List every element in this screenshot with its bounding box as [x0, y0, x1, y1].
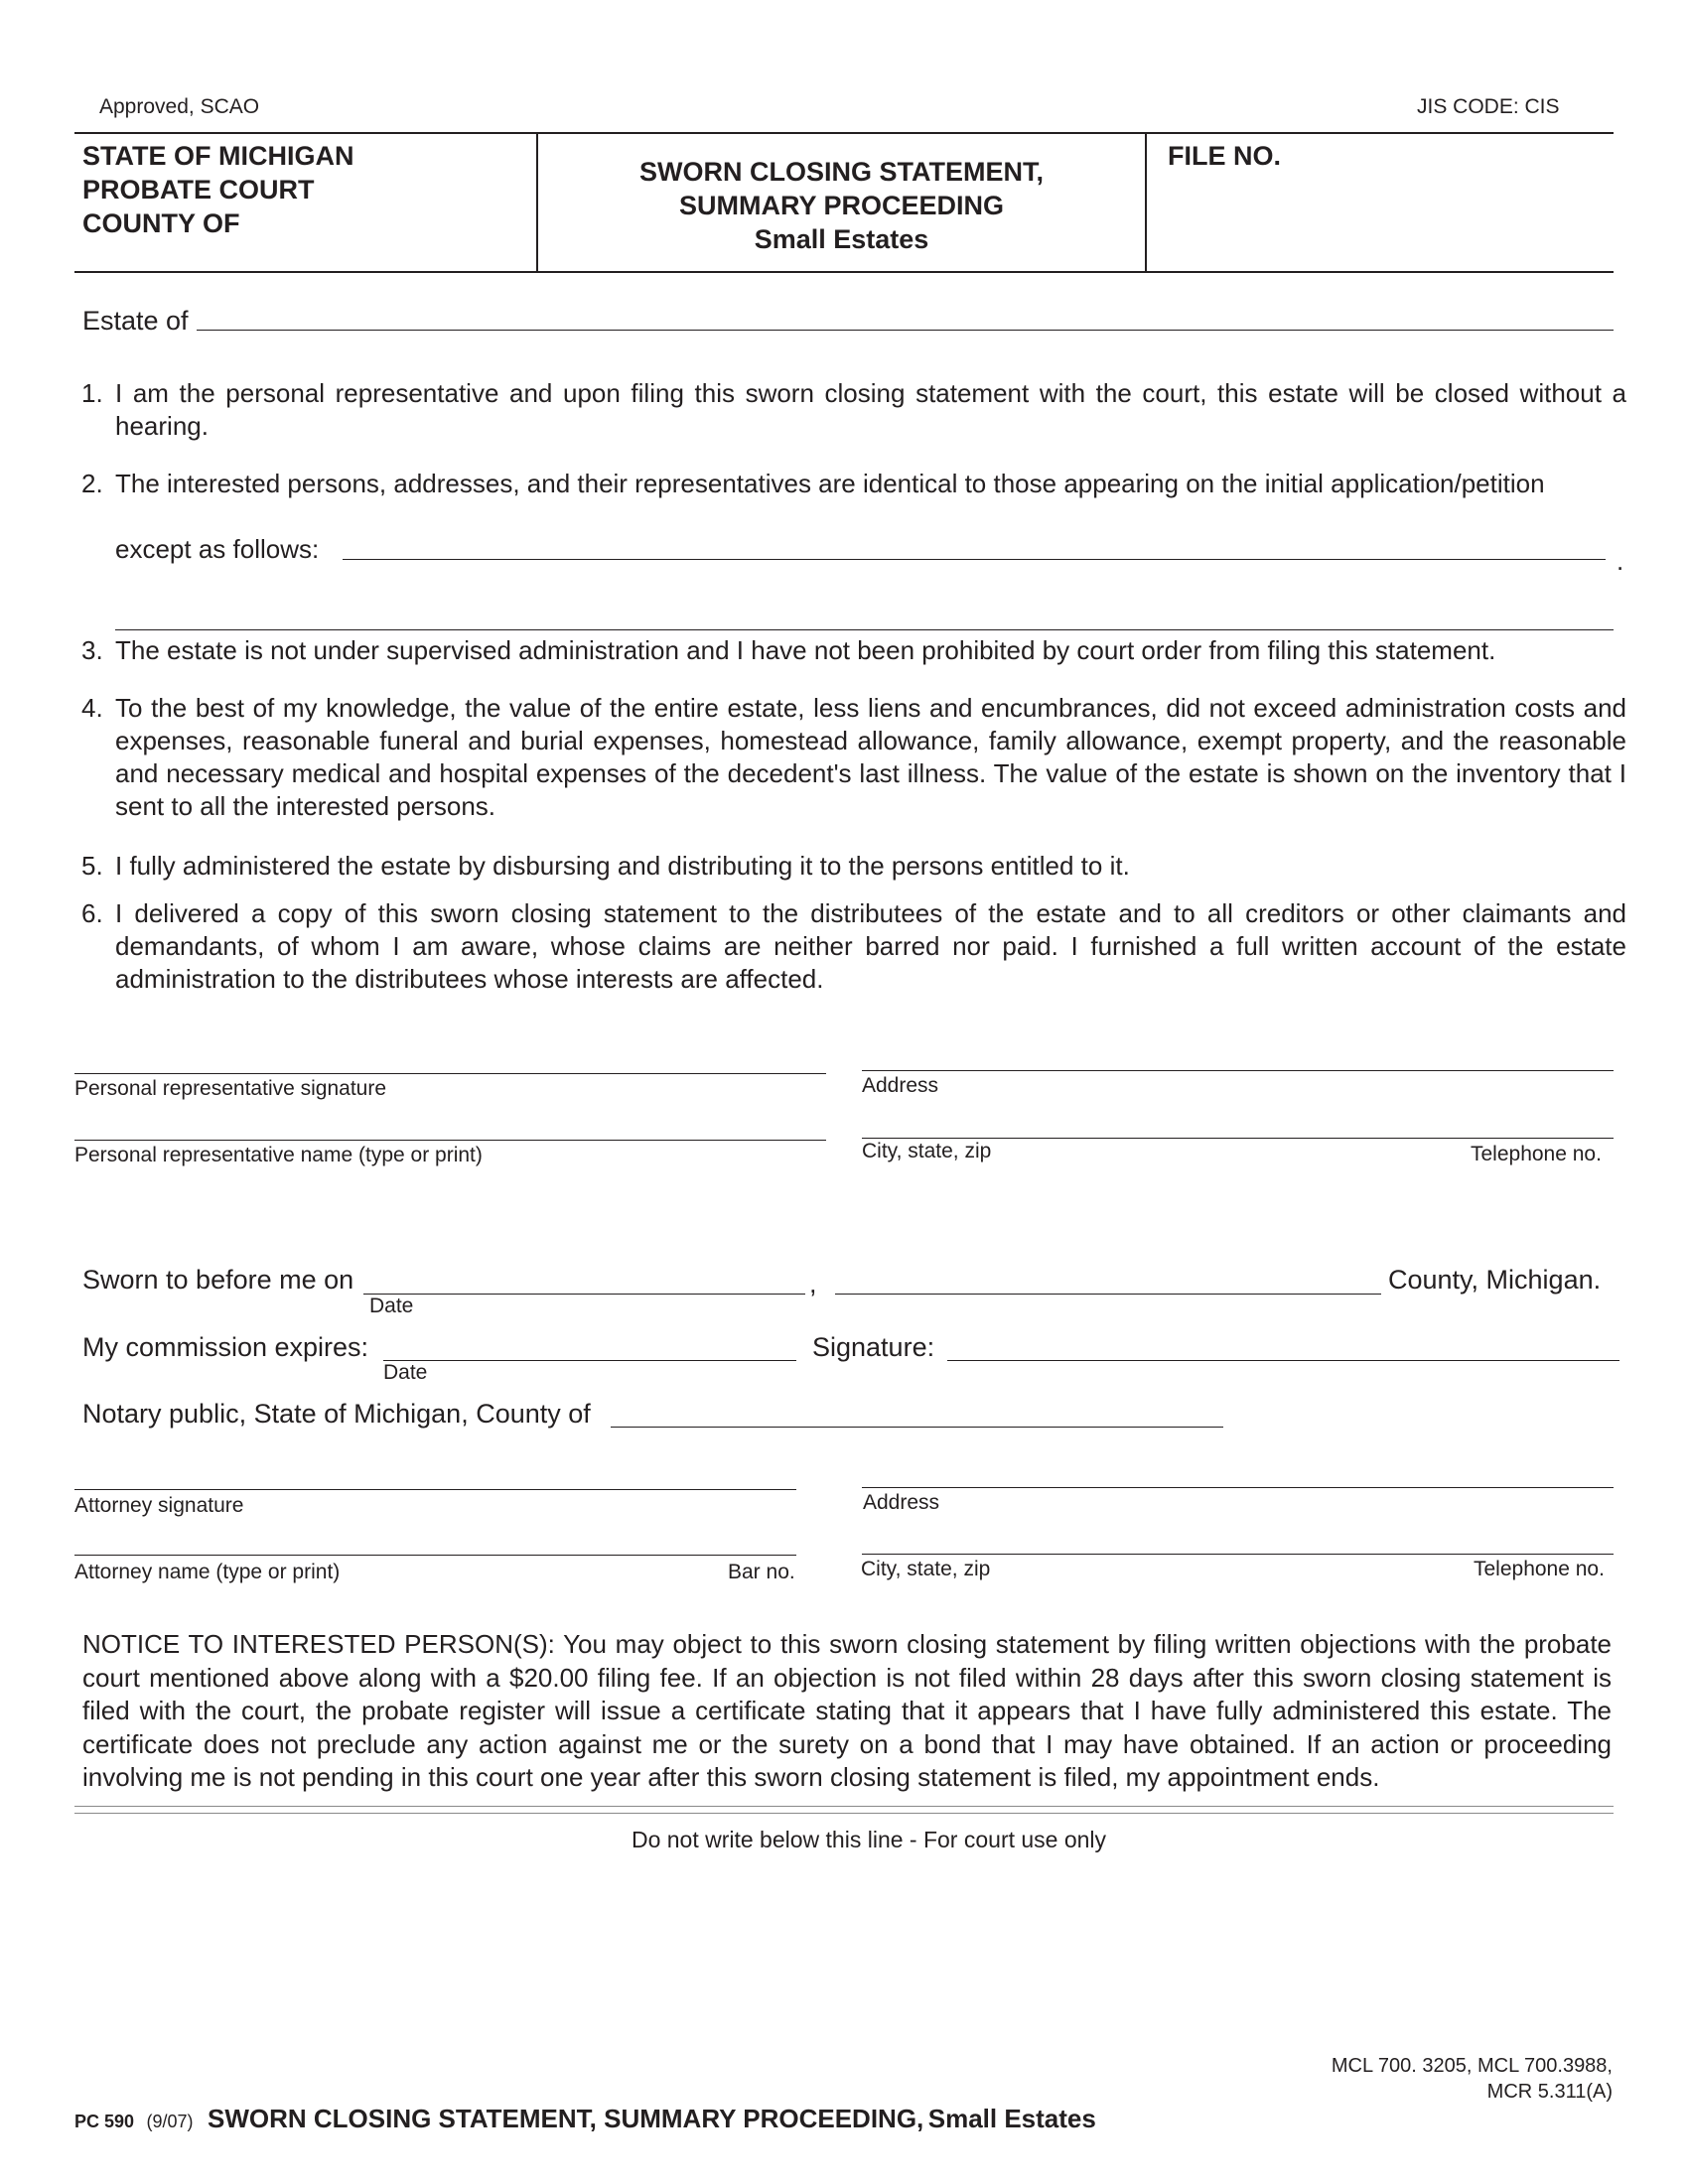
form-title-line2: SUMMARY PROCEEDING	[678, 191, 1005, 220]
attorney-signature-field[interactable]	[74, 1489, 796, 1490]
form-title-line3: Small Estates	[754, 224, 929, 254]
pr-city-state-zip-label: City, state, zip	[862, 1140, 992, 1162]
pr-telephone-label: Telephone no.	[1471, 1143, 1602, 1165]
pr-address-field[interactable]	[862, 1070, 1614, 1071]
sworn-comma: ,	[809, 1269, 817, 1298]
pr-name-label: Personal representative name (type or print)	[74, 1144, 483, 1166]
bar-no-label: Bar no.	[728, 1561, 795, 1583]
notary-signature-label: Signature:	[812, 1332, 935, 1362]
court-info	[82, 139, 353, 240]
form-footer	[74, 2104, 1096, 2134]
commission-date-label: Date	[383, 1361, 428, 1384]
footer-form-title: SWORN CLOSING STATEMENT, SUMMARY PROCEEDING,	[207, 2104, 924, 2133]
notary-signature-field[interactable]	[947, 1360, 1619, 1361]
sworn-before-label: Sworn to before me on	[82, 1265, 354, 1295]
sworn-date-field[interactable]	[363, 1294, 805, 1295]
item-3	[81, 634, 1626, 667]
item-5	[81, 850, 1626, 883]
court-county: COUNTY OF	[82, 208, 240, 238]
attorney-city-state-zip-field[interactable]	[862, 1554, 1614, 1555]
statute-line-2: MCR 5.311(A)	[1486, 2081, 1613, 2103]
court-type: PROBATE COURT	[82, 175, 315, 205]
except-period: .	[1617, 546, 1624, 576]
court-use-rule-1	[74, 1806, 1614, 1807]
commission-expires-field[interactable]	[383, 1360, 796, 1361]
item-2-number: 2.	[81, 469, 103, 498]
except-as-follows-field[interactable]	[343, 559, 1606, 560]
form-number: PC 590	[74, 2112, 135, 2131]
pr-city-state-zip-field[interactable]	[862, 1138, 1614, 1139]
court-state: STATE OF MICHIGAN	[82, 141, 354, 171]
item-4-number: 4.	[81, 693, 103, 723]
statute-line-1: MCL 700. 3205, MCL 700.3988,	[1331, 2055, 1613, 2077]
attorney-city-state-zip-label: City, state, zip	[861, 1558, 991, 1580]
notary-public-label: Notary public, State of Michigan, County of	[82, 1399, 591, 1429]
pr-name-field[interactable]	[74, 1140, 826, 1141]
approval-text: Approved, SCAO	[99, 95, 260, 118]
item-6	[81, 897, 1626, 996]
notice-text: NOTICE TO INTERESTED PERSON(S): You may object to this sworn closing statement by filing written objections with the probate court mentioned above along with a $20.00 filing fee. If an objection is not filed within 28 days after this sworn closing statement is filed with the court, the probate register will issue a certificate stating that it appears that I have fully administered this estate. The certificate does not preclude any action against me or the surety on a bond that I may have obtained. If an action or proceeding involving me is not pending in this court one year after this sworn closing statement is filed, my appointment ends.	[82, 1629, 1612, 1792]
estate-of-field[interactable]	[197, 330, 1614, 331]
item-1-number: 1.	[81, 378, 103, 408]
item-2-text: The interested persons, addresses, and their representatives are identical to those appearing on the initial application/petition	[115, 469, 1545, 498]
attorney-signature-label: Attorney signature	[74, 1494, 244, 1517]
item-2	[81, 468, 1626, 500]
item-5-number: 5.	[81, 851, 103, 881]
item-3-number: 3.	[81, 635, 103, 665]
pr-signature-label: Personal representative signature	[74, 1077, 387, 1100]
attorney-address-field[interactable]	[862, 1487, 1614, 1488]
file-no-field[interactable]	[1152, 179, 1609, 266]
item-6-text: I delivered a copy of this sworn closing statement to the distributees of the estate and to all creditors or other claimants and demandants, of whom I am aware, whose claims are neither barred nor paid. I furnished a full written account of the estate administration to the distributees whose interests are affected.	[115, 898, 1626, 994]
item-3-text: The estate is not under supervised administration and I have not been prohibited by court order from filing this statement.	[115, 635, 1496, 665]
footer-form-subtitle: Small Estates	[927, 2104, 1096, 2133]
form-title	[538, 155, 1145, 256]
item-4-text: To the best of my knowledge, the value of the entire estate, less liens and encumbrances, did not exceed administration costs and expenses, reasonable funeral and burial expenses, homestead allowance, family allowance, exempt property, and the reasonable and necessary medical and hospital expenses of the decedent's last illness. The value of the estate is shown on the inventory that I sent to all the interested persons.	[115, 693, 1626, 821]
header-divider-right	[1145, 132, 1147, 273]
court-use-only-text: Do not write below this line - For court use only	[631, 1827, 1107, 1852]
attorney-address-label: Address	[863, 1491, 940, 1514]
attorney-telephone-label: Telephone no.	[1474, 1558, 1605, 1580]
except-as-follows-field-2[interactable]	[115, 629, 1614, 630]
commission-expires-label: My commission expires:	[82, 1332, 369, 1362]
item-4	[81, 692, 1626, 823]
form-title-line1: SWORN CLOSING STATEMENT,	[639, 157, 1044, 187]
pr-signature-field[interactable]	[74, 1073, 826, 1074]
form-revision-date: (9/07)	[146, 2112, 194, 2131]
county-michigan-label: County, Michigan.	[1388, 1265, 1602, 1295]
sworn-county-field[interactable]	[835, 1294, 1381, 1295]
attorney-name-label: Attorney name (type or print)	[74, 1561, 341, 1583]
item-5-text: I fully administered the estate by disbursing and distributing it to the persons entitled to it.	[115, 851, 1130, 881]
estate-of-label: Estate of	[82, 306, 189, 336]
pr-address-label: Address	[862, 1074, 939, 1097]
court-use-rule-2	[74, 1813, 1614, 1814]
header-bottom-rule	[74, 271, 1614, 273]
header-top-rule	[74, 132, 1614, 134]
statute-references	[1192, 2053, 1613, 2105]
attorney-name-field[interactable]	[74, 1555, 796, 1556]
item-1	[81, 377, 1626, 443]
except-as-follows-label: except as follows:	[115, 534, 320, 564]
notary-county-field[interactable]	[611, 1427, 1223, 1428]
file-no-label: FILE NO.	[1168, 141, 1281, 171]
sworn-date-label: Date	[369, 1295, 414, 1317]
item-1-text: I am the personal representative and upon filing this sworn closing statement with the court, this estate will be closed without a hearing.	[115, 378, 1626, 441]
jis-code: JIS CODE: CIS	[1417, 95, 1560, 118]
item-6-number: 6.	[81, 898, 103, 928]
